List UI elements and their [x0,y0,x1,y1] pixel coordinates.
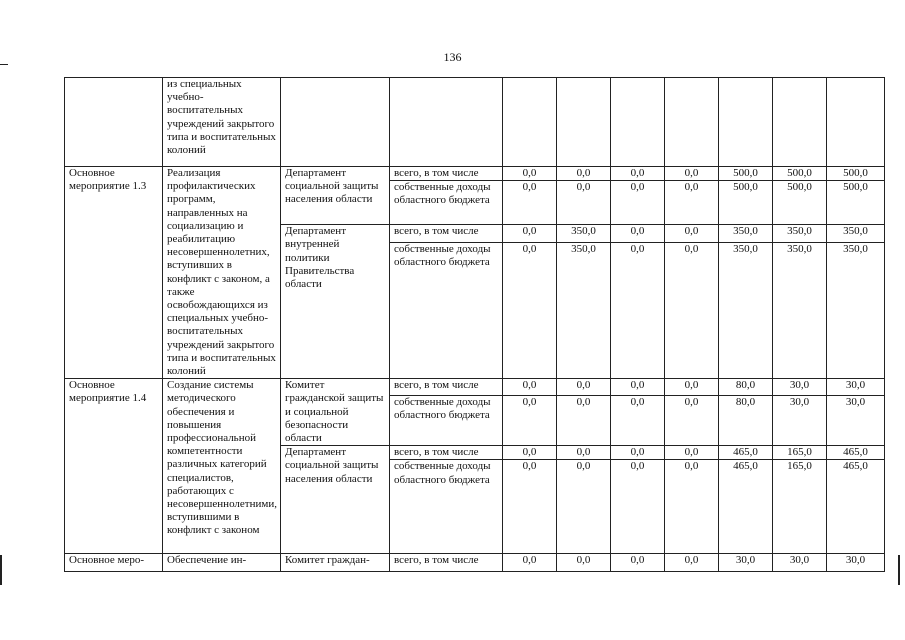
value-cell: 500,0 [773,167,827,181]
executor-name: Департамент внутренней политики Правительства области [281,225,390,379]
value-cell: 350,0 [773,225,827,243]
value-cell: 0,0 [665,446,719,460]
value-cell: 30,0 [773,396,827,446]
value-cell: 350,0 [773,243,827,379]
table-row [65,379,885,396]
source-label: собственные доходы областного бюджета [390,396,503,446]
goal-cell: из специальных учебно-воспитательных учреждений закрытого типа и воспитательных колоний [163,78,281,167]
executor-name: Комитет гражданской защиты и социальной безопасности области [281,379,390,446]
value-cell: 30,0 [773,554,827,572]
value-cell: 350,0 [719,243,773,379]
value-cell: 0,0 [611,554,665,572]
activity-name: Основное мероприятие 1.4 [65,379,163,554]
value-cell: 350,0 [827,243,885,379]
budget-table [64,77,885,572]
source-cell [390,78,503,167]
value-cell: 0,0 [557,554,611,572]
value-cell: 0,0 [557,396,611,446]
value-cell: 0,0 [503,243,557,379]
value-cell: 0,0 [503,225,557,243]
value-cell: 0,0 [557,379,611,396]
value-cell: 30,0 [719,554,773,572]
value-cell: 0,0 [557,446,611,460]
value-cell: 0,0 [557,460,611,554]
table-row [65,167,885,181]
value-cell: 350,0 [719,225,773,243]
value-cell: 0,0 [665,225,719,243]
executor-name: Комитет граждан- [281,554,390,572]
activity-name: Основное меро- [65,554,163,572]
scan-mark [898,555,900,585]
source-label: всего, в том числе [390,554,503,572]
value-cell: 500,0 [773,181,827,225]
value-cell: 30,0 [827,554,885,572]
value-cell: 465,0 [827,446,885,460]
value-cell: 500,0 [827,181,885,225]
value-cell: 350,0 [557,243,611,379]
source-label: всего, в том числе [390,379,503,396]
value-cell: 0,0 [611,396,665,446]
value-cell: 0,0 [503,446,557,460]
continuation-row [65,78,885,167]
value-cell: 500,0 [827,167,885,181]
value-cell: 0,0 [665,396,719,446]
source-label: всего, в том числе [390,446,503,460]
activity-goal: Реализация профилактических программ, направленных на социализацию и реабилитацию несовершеннолетних, вступивших в конфликт с законом, а также освобождающихся из специальных учебно-воспитательных учреждений закрытого типа и воспитательных колоний [163,167,281,379]
value-cell: 0,0 [611,167,665,181]
executor-name: Департамент социальной защиты населения области [281,446,390,554]
value-cell: 350,0 [827,225,885,243]
scan-mark [0,555,2,585]
value-cell: 165,0 [773,446,827,460]
value-cell: 0,0 [665,460,719,554]
table-row [65,554,885,572]
source-label: собственные доходы областного бюджета [390,243,503,379]
value-cell: 0,0 [665,243,719,379]
activity-name: Основное мероприятие 1.3 [65,167,163,379]
value-cell: 0,0 [665,554,719,572]
value-cell: 0,0 [611,460,665,554]
source-label: собственные доходы областного бюджета [390,181,503,225]
activity-name-cell [65,78,163,167]
value-cell: 0,0 [503,379,557,396]
value-cell: 165,0 [773,460,827,554]
activity-goal: Обеспечение ин- [163,554,281,572]
value-cell: 0,0 [611,181,665,225]
value-cell: 0,0 [503,167,557,181]
executor-cell [281,78,390,167]
executor-name: Департамент социальной защиты населения области [281,167,390,225]
value-cell: 80,0 [719,379,773,396]
value-cell: 0,0 [611,243,665,379]
activity-goal: Создание системы методического обеспечения и повышения профессиональной компетентности различных категорий специалистов, работающих с несовершеннолетними, вступившими в конфликт с законом [163,379,281,554]
value-cell: 0,0 [557,167,611,181]
value-cell: 0,0 [665,181,719,225]
source-label: собственные доходы областного бюджета [390,460,503,554]
value-cell: 0,0 [611,225,665,243]
value-cell: 30,0 [827,379,885,396]
value-cell: 465,0 [719,446,773,460]
scan-mark [0,64,8,65]
page-number: 136 [443,50,462,64]
value-cell: 0,0 [503,460,557,554]
value-cell: 0,0 [665,379,719,396]
value-cell: 80,0 [719,396,773,446]
value-cell: 30,0 [773,379,827,396]
value-cell: 500,0 [719,181,773,225]
value-cell: 0,0 [503,181,557,225]
value-cell: 0,0 [611,446,665,460]
value-cell: 0,0 [503,554,557,572]
value-cell: 0,0 [665,167,719,181]
source-label: всего, в том числе [390,225,503,243]
value-cell: 0,0 [503,396,557,446]
value-cell: 30,0 [827,396,885,446]
value-cell: 465,0 [827,460,885,554]
value-cell: 350,0 [557,225,611,243]
value-cell: 0,0 [557,181,611,225]
value-cell: 0,0 [611,379,665,396]
source-label: всего, в том числе [390,167,503,181]
value-cell: 500,0 [719,167,773,181]
value-cell: 465,0 [719,460,773,554]
